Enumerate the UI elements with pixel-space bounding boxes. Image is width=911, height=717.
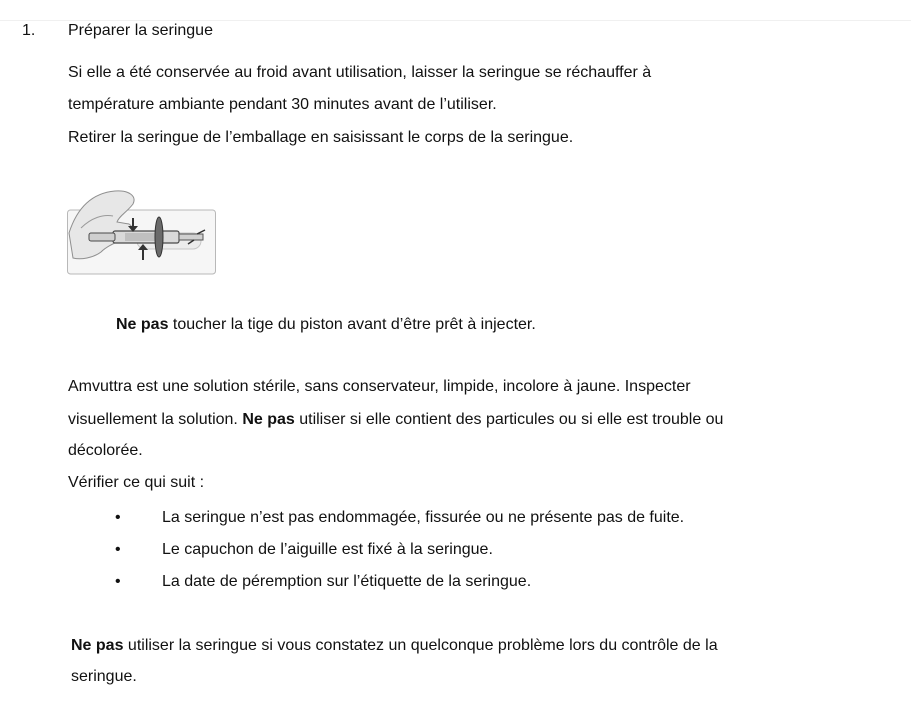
list-item: La date de péremption sur l’étiquette de la seringue.: [162, 573, 532, 590]
syringe-illustration-icon: [67, 188, 216, 275]
bullet-icon: •: [115, 573, 121, 590]
list-item: La seringue n’est pas endommagée, fissurée ou ne présente pas de fuite.: [162, 509, 685, 526]
inspection-line-2-end: utiliser si elle contient des particules ou si elle est trouble ou: [294, 411, 724, 428]
step-title: Préparer la seringue: [68, 22, 213, 39]
intro-line-2: température ambiante pendant 30 minutes avant de l’utiliser.: [68, 96, 497, 113]
bullet-icon: •: [115, 509, 121, 526]
intro-line-1: Si elle a été conservée au froid avant utilisation, laisser la seringue se réchauffer à: [68, 64, 652, 81]
final-warning-line-2: seringue.: [71, 668, 137, 685]
final-warning-bold: Ne pas: [71, 637, 124, 654]
step-number: 1.: [22, 22, 36, 39]
final-warning-text: utiliser la seringue si vous constatez un quelconque problème lors du contrôle de la: [123, 637, 718, 654]
bullet-icon: •: [115, 541, 121, 558]
syringe-in-hand-illustration: [67, 188, 216, 275]
inspection-line-2-start: visuellement la solution.: [68, 411, 243, 428]
inspection-bold: Ne pas: [242, 411, 295, 428]
page-top-border: [0, 0, 911, 21]
inspection-line-4: Vérifier ce qui suit :: [68, 474, 205, 491]
inspection-line-1: Amvuttra est une solution stérile, sans conservateur, limpide, incolore à jaune. Inspecter: [68, 378, 691, 395]
final-warning-line-1: [71, 636, 718, 656]
inspection-line-2: [68, 410, 723, 430]
intro-line-3: Retirer la seringue de l’emballage en saisissant le corps de la seringue.: [68, 129, 574, 146]
warning-bold: Ne pas: [116, 316, 169, 333]
warning-text: toucher la tige du piston avant d’être prêt à injecter.: [168, 316, 536, 333]
inspection-line-3: décolorée.: [68, 442, 143, 459]
warning-plunger: [116, 315, 536, 335]
list-item: Le capuchon de l’aiguille est fixé à la seringue.: [162, 541, 493, 558]
